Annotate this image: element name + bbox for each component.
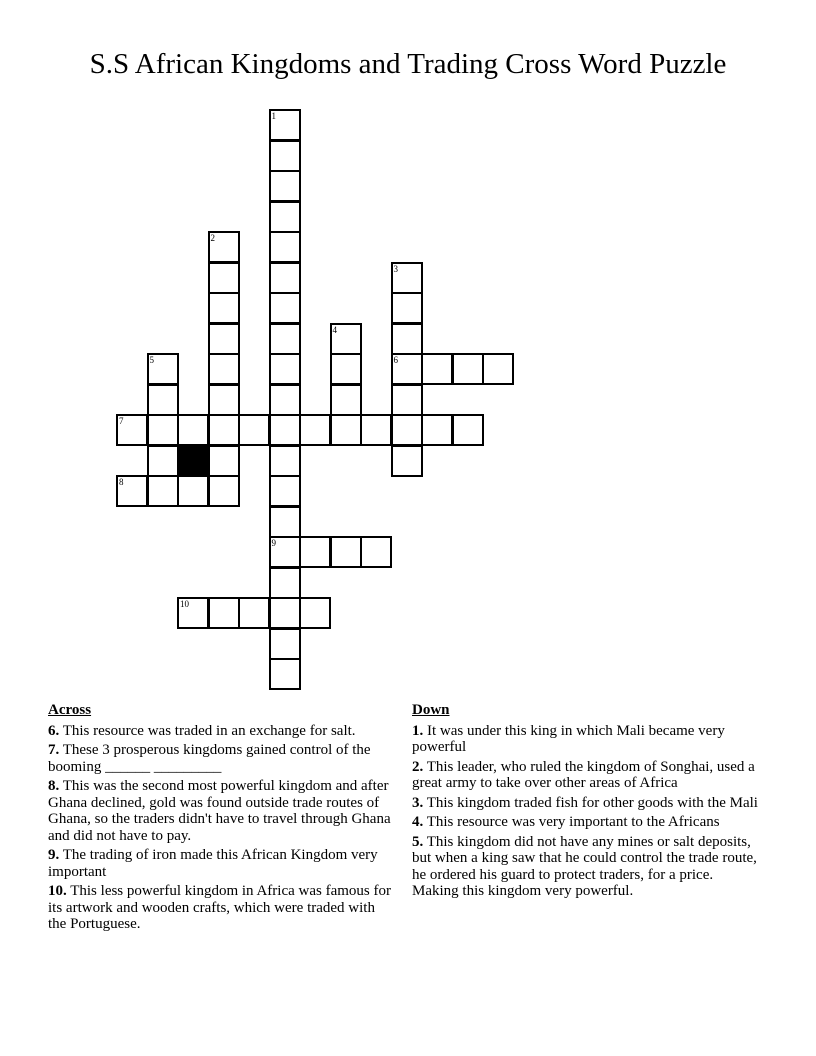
grid-cell[interactable] bbox=[147, 414, 179, 446]
grid-cell[interactable] bbox=[452, 414, 484, 446]
clue-across-9: 9. The trading of iron made this African Kingdom very important bbox=[48, 847, 378, 880]
clue-across-7: 7. These 3 prosperous kingdoms gained control of the booming ______ _________ bbox=[48, 742, 371, 775]
grid-cell[interactable] bbox=[208, 262, 240, 294]
cell-number: 4 bbox=[332, 324, 337, 335]
grid-cell[interactable] bbox=[147, 475, 179, 507]
grid-cell[interactable] bbox=[116, 414, 148, 446]
black-cell bbox=[177, 445, 209, 477]
across-heading: Across bbox=[48, 702, 92, 718]
grid-cell[interactable] bbox=[360, 536, 392, 568]
grid-cell[interactable] bbox=[269, 536, 301, 568]
grid-cell[interactable] bbox=[208, 597, 240, 629]
grid-cell[interactable] bbox=[269, 475, 301, 507]
grid-cell[interactable] bbox=[177, 414, 209, 446]
cell-number: 2 bbox=[210, 233, 215, 243]
grid-cell[interactable] bbox=[269, 262, 301, 294]
down-clues bbox=[412, 702, 762, 903]
grid-cell[interactable] bbox=[269, 140, 301, 172]
grid-cell[interactable] bbox=[269, 597, 301, 629]
grid-cell[interactable] bbox=[421, 353, 453, 385]
page-title: S.S African Kingdoms and Trading Cross Word Puzzle bbox=[89, 48, 727, 80]
clue-down-5: 5. This kingdom did not have any mines or salt deposits, but when a king saw that he could control the trade route, he ordered his guard to protect traders, for a price. Making this kingdom very powerful. bbox=[412, 833, 757, 899]
grid-cell[interactable] bbox=[330, 384, 362, 416]
grid-cell[interactable] bbox=[208, 384, 240, 416]
grid-cell[interactable] bbox=[238, 414, 270, 446]
grid-cell[interactable] bbox=[360, 414, 392, 446]
grid-cell[interactable] bbox=[452, 353, 484, 385]
grid-cell[interactable] bbox=[208, 445, 240, 477]
grid-cell[interactable] bbox=[330, 353, 362, 385]
cell-number: 10 bbox=[180, 599, 189, 609]
grid-cell[interactable] bbox=[299, 597, 331, 629]
grid-cell[interactable] bbox=[269, 384, 301, 416]
grid-cell[interactable] bbox=[269, 628, 301, 660]
grid-cell[interactable] bbox=[208, 414, 240, 446]
grid-cell[interactable] bbox=[269, 414, 301, 446]
grid-cell[interactable] bbox=[269, 567, 301, 599]
grid-cell[interactable] bbox=[269, 323, 301, 355]
grid-cell[interactable] bbox=[269, 658, 301, 690]
grid-cell[interactable] bbox=[116, 475, 148, 507]
grid-cell[interactable] bbox=[330, 414, 362, 446]
cell-number: 9 bbox=[271, 538, 276, 548]
clue-down-2: 2. This leader, who ruled the kingdom of Songhai, used a great army to take over other areas of Africa bbox=[412, 758, 755, 791]
across-clues bbox=[48, 702, 393, 936]
grid-cell[interactable] bbox=[147, 384, 179, 416]
cell-number: 1 bbox=[271, 111, 276, 121]
clue-down-1: 1. It was under this king in which Mali became very powerful bbox=[412, 722, 725, 755]
grid-cell[interactable] bbox=[299, 536, 331, 568]
cell-number: 6 bbox=[393, 355, 398, 365]
cell-number: 3 bbox=[393, 263, 398, 274]
grid-cell[interactable] bbox=[208, 292, 240, 324]
grid-cell[interactable] bbox=[391, 384, 423, 416]
grid-cell[interactable] bbox=[147, 445, 179, 477]
grid-cell[interactable] bbox=[147, 353, 179, 385]
grid-cell[interactable] bbox=[391, 323, 423, 355]
grid-cell[interactable] bbox=[177, 475, 209, 507]
grid-cell[interactable] bbox=[391, 414, 423, 446]
grid-cell[interactable] bbox=[208, 353, 240, 385]
grid-cell[interactable] bbox=[269, 109, 301, 141]
grid-cell[interactable] bbox=[421, 414, 453, 446]
clue-across-6: 6. This resource was traded in an exchange for salt. bbox=[48, 722, 356, 739]
grid-cell[interactable] bbox=[269, 231, 301, 263]
grid-cell[interactable] bbox=[299, 414, 331, 446]
grid-cell[interactable] bbox=[269, 292, 301, 324]
grid-cell[interactable] bbox=[208, 323, 240, 355]
clue-down-4: 4. This resource was very important to the Africans bbox=[412, 814, 720, 830]
grid-cell[interactable] bbox=[330, 323, 362, 355]
grid-cell[interactable] bbox=[330, 536, 362, 568]
clue-across-8: 8. This was the second most powerful kingdom and after Ghana declined, gold was found outside trade routes of Ghana, so the traders didn't have to travel through Ghana and did not have to pay. bbox=[48, 778, 391, 844]
grid-cell[interactable] bbox=[177, 597, 209, 629]
cell-number: 7 bbox=[119, 416, 124, 426]
cell-number: 8 bbox=[119, 477, 124, 487]
grid-cell[interactable] bbox=[269, 445, 301, 477]
grid-cell[interactable] bbox=[391, 262, 423, 294]
grid-cell[interactable] bbox=[208, 231, 240, 263]
grid-cell[interactable] bbox=[208, 475, 240, 507]
grid-cell[interactable] bbox=[269, 353, 301, 385]
grid-cell[interactable] bbox=[482, 353, 514, 385]
grid-cell[interactable] bbox=[391, 445, 423, 477]
grid-cell[interactable] bbox=[391, 292, 423, 324]
grid-cell[interactable] bbox=[391, 353, 423, 385]
down-heading: Down bbox=[412, 702, 450, 718]
grid-cell[interactable] bbox=[269, 506, 301, 538]
grid-cell[interactable] bbox=[238, 597, 270, 629]
grid-cell[interactable] bbox=[269, 201, 301, 233]
grid-cell[interactable] bbox=[269, 170, 301, 202]
clue-across-10: 10. This less powerful kingdom in Africa was famous for its artwork and wooden crafts, which were traded with the Portuguese. bbox=[48, 883, 392, 932]
clue-down-3: 3. This kingdom traded fish for other goods with the Mali bbox=[412, 794, 758, 811]
cell-number: 5 bbox=[149, 355, 154, 365]
